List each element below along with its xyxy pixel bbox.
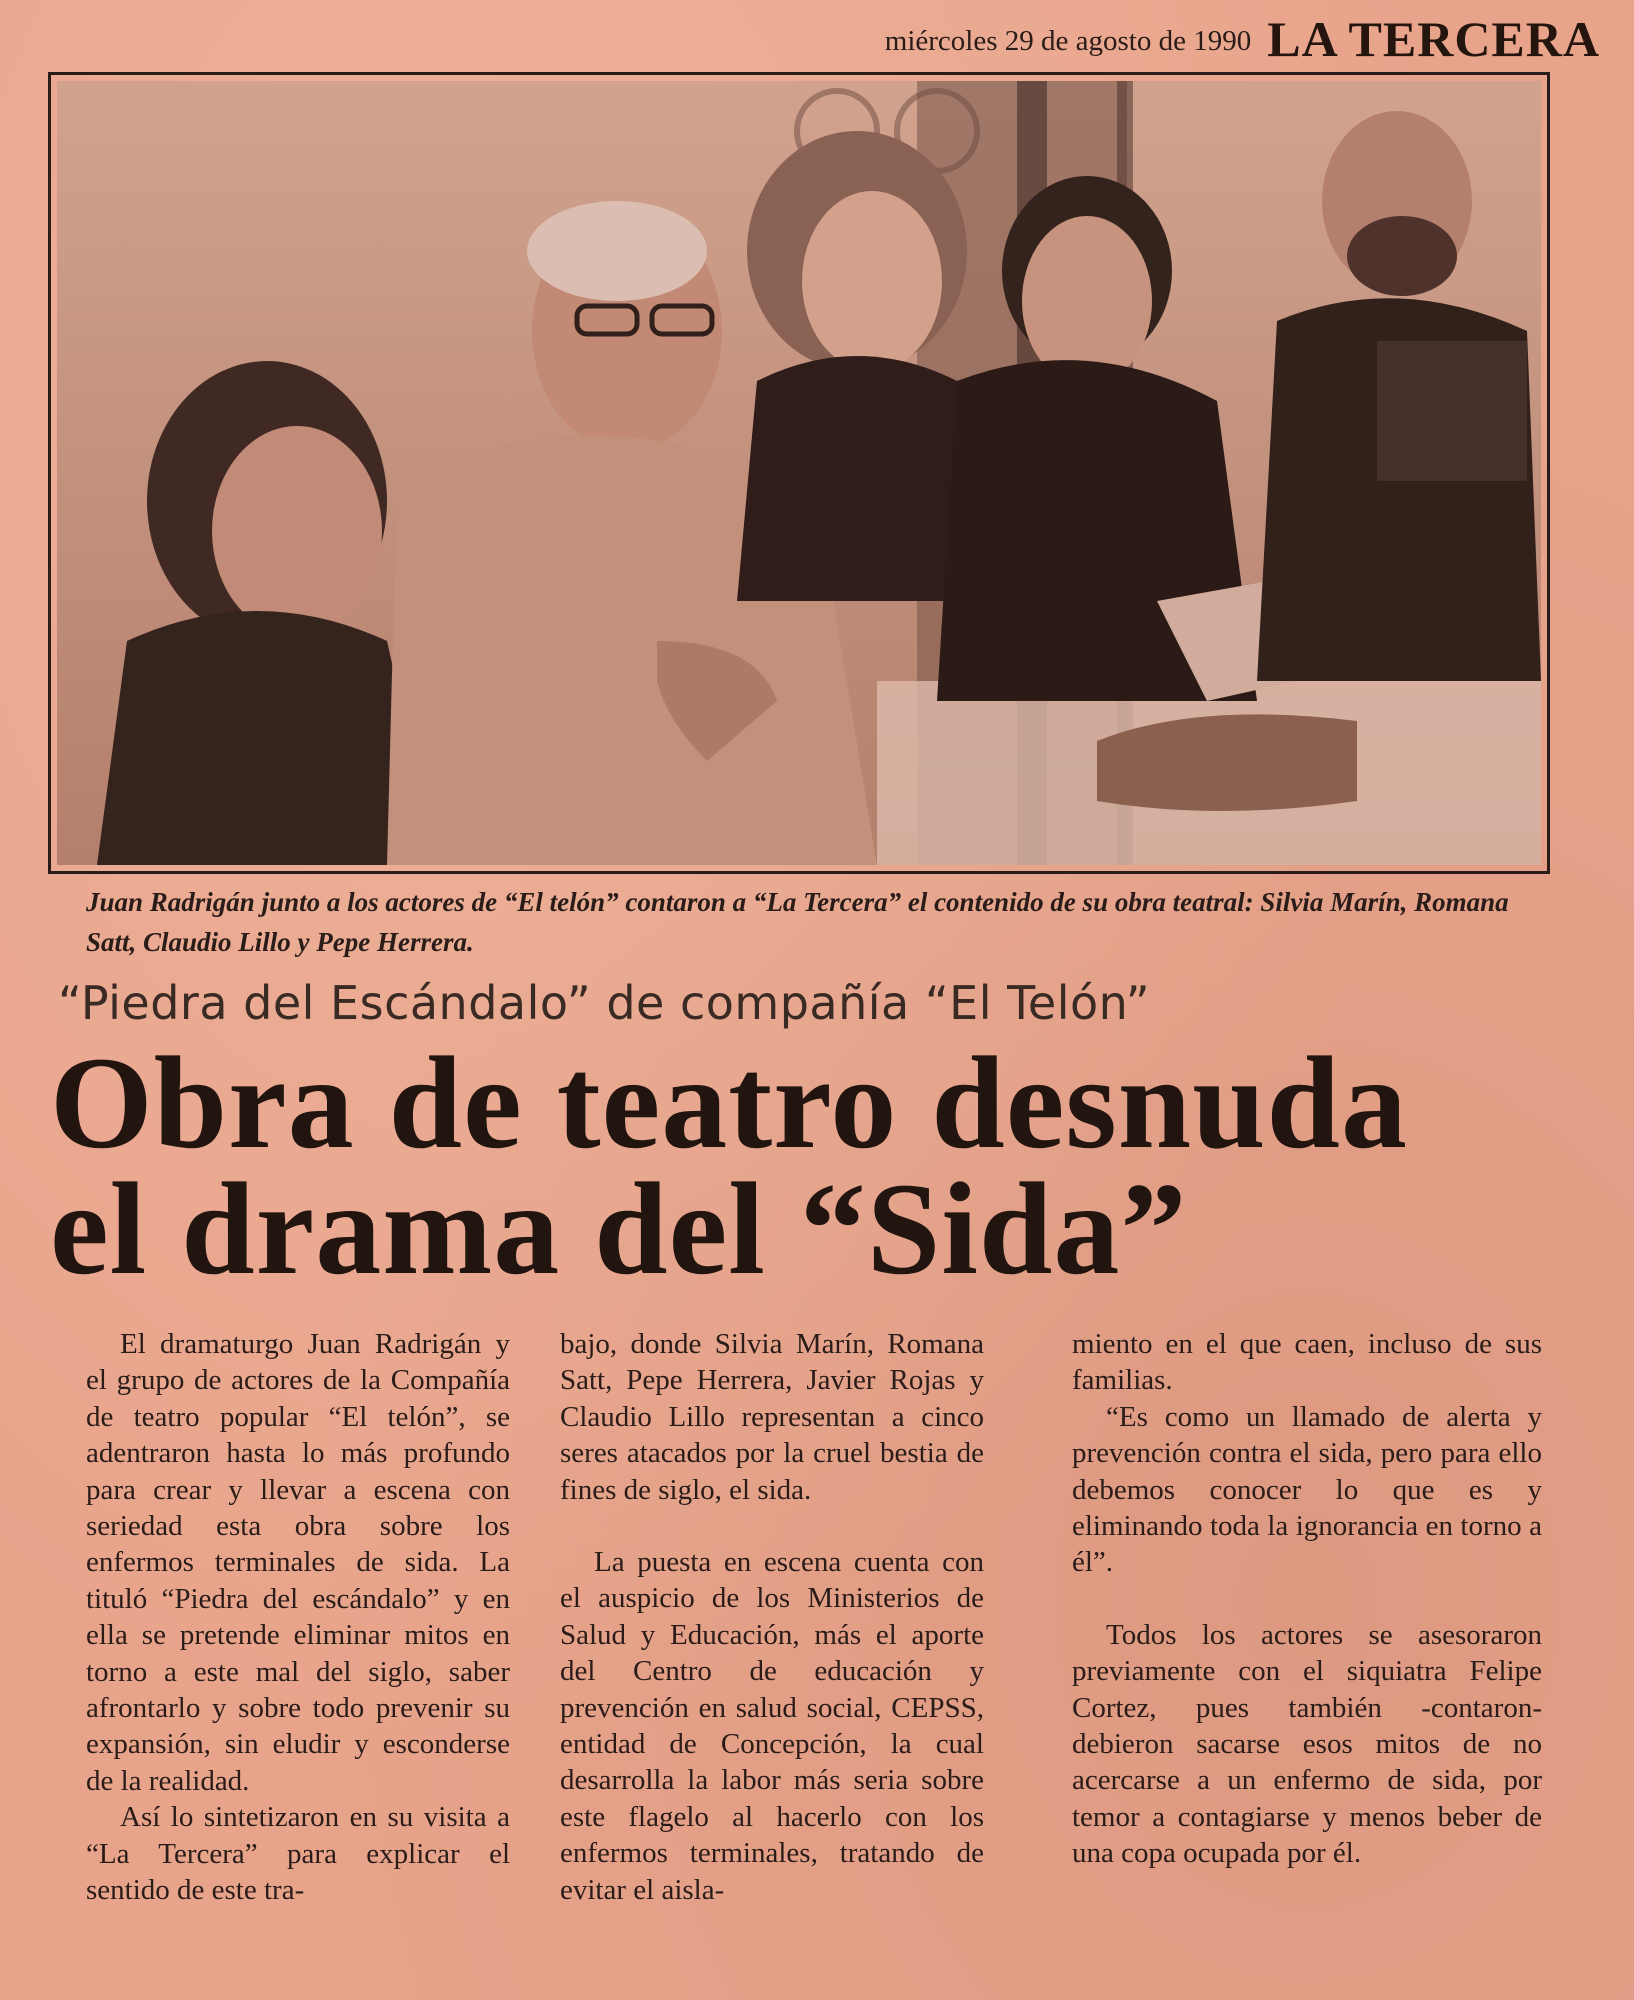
headline-line-2: el drama del “Sida” bbox=[50, 1155, 1188, 1302]
newspaper-masthead: LA TERCERA bbox=[1267, 11, 1600, 67]
column-2-paragraph-2: La puesta en escena cuenta con el auspicio de los Ministerios de Salud y Educación, más el aporte del Centro de educación y prevención en salud social, CEPSS, entidad de Concepción, la cual desarrolla la labor más seria sobre este flagelo al hacerlo con los enfermos terminales, tratando de evitar el aisla- bbox=[560, 1546, 984, 1906]
publication-date: miércoles 29 de agosto de 1990 bbox=[884, 25, 1252, 57]
group-photo-image bbox=[57, 81, 1541, 865]
headline-line-1: Obra de teatro desnuda bbox=[50, 1029, 1408, 1176]
article-kicker: “Piedra del Escándalo” de compañía “El Telón” bbox=[58, 976, 1151, 1030]
column-1-paragraph-2: Así lo sintetizaron en su visita a “La Tercera” para explicar el sentido de este tra- bbox=[86, 1801, 510, 1907]
article-column-1 bbox=[86, 1326, 510, 1909]
page-header bbox=[720, 8, 1600, 67]
article-column-2 bbox=[560, 1326, 984, 1908]
column-3-paragraph-2: “Es como un llamado de alerta y prevención contra el sida, pero para ello debemos conocer lo que es y eliminando toda la ignorancia en torno a él”. bbox=[1072, 1400, 1542, 1579]
column-2-paragraph-1: bajo, donde Silvia Marín, Romana Satt, Pepe Herrera, Javier Rojas y Claudio Lillo representan a cinco seres atacados por la cruel bestia de fines de siglo, el sida. bbox=[560, 1328, 984, 1506]
photo-caption: Juan Radrigán junto a los actores de “El telón” contaron a “La Tercera” el contenido de su obra teatral: Silvia Marín, Romana Satt, Claudio Lillo y Pepe Herrera. bbox=[86, 887, 1509, 957]
article-headline bbox=[50, 1029, 1610, 1302]
column-3-paragraph-1: miento en el que caen, incluso de sus familias. bbox=[1072, 1328, 1542, 1397]
article-column-3 bbox=[1072, 1326, 1542, 1872]
column-1-paragraph-1: El dramaturgo Juan Radrigán y el grupo de actores de la Compañía de teatro popular “El telón”, se adentraron hasta lo más profundo para crear y llevar a escena con seriedad esta obra sobre los enfermos terminales de sida. La tituló “Piedra del escándalo” y en ella se pretende eliminar mitos en torno a este mal del siglo, saber afrontarlo y sobre todo prevenir su expansión, sin eludir y esconderse de la realidad. bbox=[86, 1328, 510, 1797]
photo-frame bbox=[48, 72, 1550, 874]
column-3-paragraph-3: Todos los actores se asesoraron previamente con el siquiatra Felipe Cortez, pues también -contaron- debieron sacarse esos mitos de no acercarse a un enfermo de sida, por temor a contagiarse y menos beber de una copa ocupada por él. bbox=[1072, 1618, 1542, 1870]
group-photo bbox=[57, 81, 1541, 865]
